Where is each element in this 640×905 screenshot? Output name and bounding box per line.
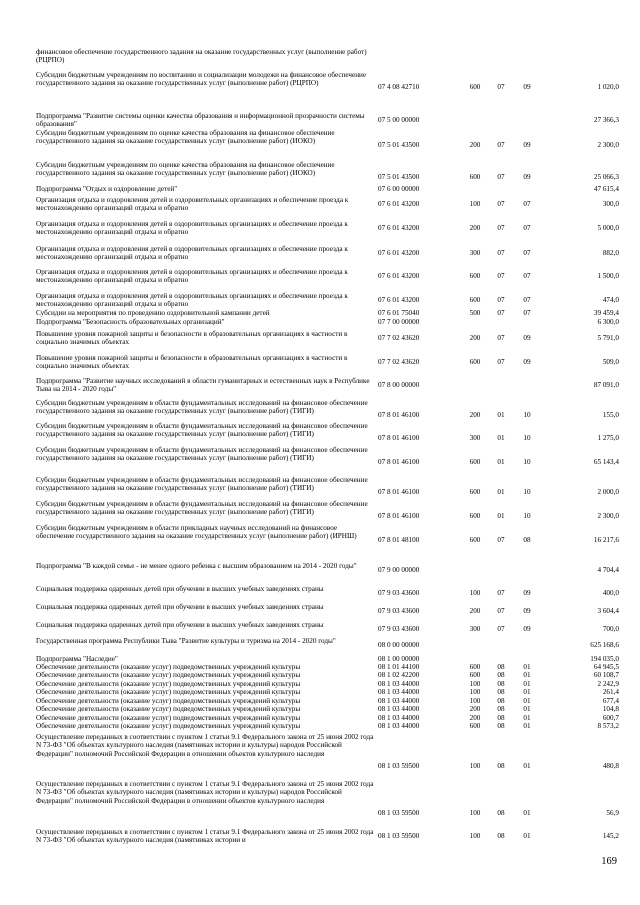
row-sum: 16 217,6 <box>593 536 619 545</box>
row-csr-code: 08 1 03 59500 <box>378 761 420 770</box>
row-rz-code: 07 <box>497 536 505 545</box>
row-vr-code: 600 <box>469 358 481 366</box>
row-sum: 882,0 <box>602 249 619 257</box>
row-sum: 194 035,0 <box>590 655 619 663</box>
row-name: финансовое обеспечение государственного задания на оказание государственных услуг (выполнение работ) (РЦРПО) <box>36 48 367 65</box>
row-vr-code: 300 <box>469 249 481 257</box>
row-pr-code: 07 <box>523 296 531 304</box>
row-rz-code: 01 <box>497 434 505 443</box>
row-pr-code: 09 <box>523 334 531 342</box>
row-pr-code: 01 <box>523 663 531 671</box>
row-csr-code: 07 6 01 75040 <box>378 309 420 317</box>
row-sum: 300,0 <box>602 200 619 208</box>
row-csr-code: 07 6 01 43200 <box>378 296 420 304</box>
row-pr-code: 01 <box>523 688 531 696</box>
row-pr-code: 10 <box>523 434 531 443</box>
row-vr-code: 100 <box>469 808 481 817</box>
row-pr-code: 01 <box>523 671 531 679</box>
row-pr-code: 01 <box>523 680 531 688</box>
row-pr-code: 01 <box>523 705 531 713</box>
row-rz-code: 07 <box>497 625 505 633</box>
row-csr-code: 07 6 01 43200 <box>378 200 420 208</box>
row-sum: 700,0 <box>602 625 619 633</box>
row-sum: 145,2 <box>602 832 619 840</box>
row-rz-code: 07 <box>497 83 505 92</box>
row-name: Подпрограмма "Развитие системы оценки качества образования и информационной прозрачности системы образования" <box>36 112 365 129</box>
row-csr-code: 08 1 03 44000 <box>378 714 420 722</box>
row-pr-code: 01 <box>523 808 531 817</box>
row-pr-code: 01 <box>523 832 531 840</box>
row-sum: 155,0 <box>602 411 619 420</box>
row-rz-code: 07 <box>497 334 505 342</box>
row-csr-code: 07 8 01 48100 <box>378 536 420 545</box>
row-rz-code: 08 <box>497 761 505 770</box>
row-pr-code: 07 <box>523 249 531 257</box>
row-rz-code: 01 <box>497 411 505 420</box>
row-csr-code: 08 1 03 44000 <box>378 688 420 696</box>
row-csr-code: 08 1 02 42200 <box>378 671 420 679</box>
row-name: Обеспечение деятельности (оказание услуг) подведомственных учреждений культуры <box>36 705 301 713</box>
row-name: Организация отдыха и оздоровления детей в оздоровительных организациях и обеспечение проезда к местонахождению организаций отдыха и обратно <box>36 268 348 285</box>
row-name: Социальная поддержка одаренных детей при обучении в высших учебных заведениях страны <box>36 585 324 593</box>
row-rz-code: 08 <box>497 680 505 688</box>
row-vr-code: 200 <box>469 224 481 232</box>
row-pr-code: 08 <box>523 536 531 545</box>
row-vr-code: 600 <box>469 173 481 182</box>
row-rz-code: 08 <box>497 832 505 840</box>
row-csr-code: 07 9 03 43600 <box>378 589 420 597</box>
row-vr-code: 100 <box>469 688 481 696</box>
row-sum: 600,7 <box>602 714 619 722</box>
row-csr-code: 08 1 03 59500 <box>378 808 420 817</box>
row-csr-code: 07 5 01 43500 <box>378 141 420 150</box>
row-sum: 400,0 <box>602 589 619 597</box>
row-pr-code: 09 <box>523 607 531 615</box>
row-vr-code: 200 <box>469 334 481 342</box>
row-rz-code: 07 <box>497 141 505 150</box>
row-pr-code: 10 <box>523 411 531 420</box>
row-name: Субсидии бюджетным учреждениям в области прикладных научных исследований на финансовое обеспечение государственного задания на оказание государственных услуг (выполнение работ) (ИРНШ) <box>36 524 357 541</box>
row-vr-code: 200 <box>469 411 481 420</box>
row-vr-code: 600 <box>469 83 481 92</box>
row-rz-code: 07 <box>497 589 505 597</box>
row-csr-code: 07 9 03 43600 <box>378 607 420 615</box>
row-csr-code: 08 1 03 44000 <box>378 680 420 688</box>
row-name: Обеспечение деятельности (оказание услуг) подведомственных учреждений культуры <box>36 663 301 671</box>
row-vr-code: 600 <box>469 536 481 545</box>
row-sum: 2 000,0 <box>597 488 619 497</box>
row-sum: 474,0 <box>602 296 619 304</box>
row-name: Организация отдыха и оздоровления детей в оздоровительных организациях и обеспечение проезда к местонахождению организаций отдыха и обратно <box>36 245 348 262</box>
row-csr-code: 07 7 02 43620 <box>378 358 420 366</box>
row-sum: 5 000,0 <box>597 224 619 232</box>
row-vr-code: 100 <box>469 832 481 840</box>
row-vr-code: 100 <box>469 589 481 597</box>
row-pr-code: 09 <box>523 141 531 150</box>
row-pr-code: 09 <box>523 358 531 366</box>
row-name: Государственная программа Республики Тыва "Развитие культуры и туризма на 2014 - 2020 годы" <box>36 637 336 645</box>
row-csr-code: 07 7 02 43620 <box>378 334 420 342</box>
row-sum: 5 791,0 <box>597 334 619 342</box>
row-csr-code: 07 8 01 46100 <box>378 488 420 497</box>
row-vr-code: 600 <box>469 512 481 521</box>
row-name: Социальная поддержка одаренных детей при обучении в высших учебных заведениях страны <box>36 621 324 629</box>
row-sum: 677,4 <box>602 697 619 705</box>
row-csr-code: 07 4 08 42710 <box>378 83 420 92</box>
row-sum: 2 242,9 <box>597 680 619 688</box>
row-sum: 104,8 <box>602 705 619 713</box>
page-number: 169 <box>601 856 617 867</box>
row-rz-code: 08 <box>497 688 505 696</box>
row-vr-code: 100 <box>469 697 481 705</box>
row-pr-code: 09 <box>523 589 531 597</box>
row-sum: 1 020,0 <box>597 83 619 92</box>
row-rz-code: 07 <box>497 358 505 366</box>
row-csr-code: 07 9 03 43600 <box>378 625 420 633</box>
row-rz-code: 07 <box>497 309 505 317</box>
row-csr-code: 07 7 00 00000 <box>378 318 420 326</box>
row-vr-code: 500 <box>469 309 481 317</box>
row-rz-code: 08 <box>497 722 505 730</box>
row-vr-code: 600 <box>469 272 481 280</box>
row-vr-code: 600 <box>469 722 481 730</box>
row-name: Организация отдыха и оздоровления детей в оздоровительных организациях и обеспечение проезда к местонахождению организаций отдыха и обратно <box>36 220 348 237</box>
row-name: Осуществление переданных в соответствии с пунктом 1 статьи 9.1 Федерального закона от 25 июня 2002 года N 73-ФЗ "Об объектах культурного наследия (памятниках истории и культуры) народов Российской Федерации" полномочий Российской Федерации в отношении объектов культурного наследия <box>36 780 374 805</box>
row-sum: 3 604,4 <box>597 607 619 615</box>
row-name: Субсидии бюджетным учреждениям по воспитанию и социализации молодежи на финансовое обеспечение государственного задания на оказание государственных услуг (выполнение работ) (РЦРПО) <box>36 71 367 88</box>
row-name: Обеспечение деятельности (оказание услуг) подведомственных учреждений культуры <box>36 714 301 722</box>
row-sum: 56,9 <box>606 808 619 817</box>
row-name: Организация отдыха и оздоровления детей и оздоровительных организациях и обеспечение проезда к местонахождению организаций отдыха и обратно <box>36 196 349 213</box>
row-csr-code: 07 5 00 00000 <box>378 116 420 124</box>
row-name: Осуществление переданных в соответствии с пунктом 1 статьи 9.1 Федерального закона от 25 июня 2002 года N 73-ФЗ "Об объектах культурного наследия (памятниках истории и <box>36 828 374 845</box>
row-sum: 39 459,4 <box>593 309 619 317</box>
row-sum: 480,8 <box>602 761 619 770</box>
row-rz-code: 01 <box>497 488 505 497</box>
row-name: Субсидии бюджетным учреждениям в области фундаментальных исследований на финансовое обеспечение государственного задания на оказание государственных услуг (выполнение работ) (ТИГИ) <box>36 422 368 439</box>
row-sum: 27 366,3 <box>593 116 619 124</box>
row-pr-code: 01 <box>523 722 531 730</box>
row-name: Обеспечение деятельности (оказание услуг) подведомственных учреждений культуры <box>36 722 301 730</box>
row-name: Субсидии бюджетным учреждениям по оценке качества образования на финансовое обеспечение государственного задания на оказание государственных услуг (выполнение работ) (ИОКО) <box>36 129 335 146</box>
row-vr-code: 300 <box>469 434 481 443</box>
row-name: Подпрограмма "В каждой семье - не менее одного ребенка с высшим образованием на 2014 - 2020 годы" <box>36 562 357 570</box>
row-rz-code: 08 <box>497 705 505 713</box>
row-name: Организация отдыха и оздоровления детей в оздоровительных организациях и обеспечение проезда к местонахождению организаций отдыха и обратно <box>36 292 348 309</box>
row-vr-code: 200 <box>469 714 481 722</box>
row-name: Субсидии бюджетным учреждениям в области фундаментальных исследований на финансовое обеспечение государственного задания на оказание государственных услуг (выполнение работ) (ТИГИ) <box>36 476 368 493</box>
row-rz-code: 01 <box>497 512 505 521</box>
row-name: Обеспечение деятельности (оказание услуг) подведомственных учреждений культуры <box>36 680 301 688</box>
row-pr-code: 10 <box>523 458 531 467</box>
row-sum: 47 615,4 <box>593 185 619 193</box>
row-csr-code: 08 1 01 44100 <box>378 663 420 671</box>
row-sum: 4 704,4 <box>597 566 619 574</box>
row-vr-code: 600 <box>469 458 481 467</box>
row-name: Подпрограмма "Развитие научных исследований в области гуманитарных и естественных наук в Республике Тыва на 2014 - 2020 годы" <box>36 377 370 394</box>
row-sum: 8 573,2 <box>597 722 619 730</box>
row-rz-code: 07 <box>497 607 505 615</box>
row-sum: 64 945,5 <box>593 663 619 671</box>
row-pr-code: 01 <box>523 714 531 722</box>
row-pr-code: 09 <box>523 625 531 633</box>
row-sum: 60 108,7 <box>593 671 619 679</box>
row-pr-code: 01 <box>523 761 531 770</box>
row-csr-code: 07 6 01 43200 <box>378 249 420 257</box>
row-sum: 65 143,4 <box>593 458 619 467</box>
row-rz-code: 08 <box>497 663 505 671</box>
row-vr-code: 600 <box>469 296 481 304</box>
row-csr-code: 07 8 01 46100 <box>378 411 420 420</box>
row-name: Обеспечение деятельности (оказание услуг) подведомственных учреждений культуры <box>36 688 301 696</box>
row-vr-code: 200 <box>469 607 481 615</box>
row-csr-code: 07 6 01 43200 <box>378 272 420 280</box>
row-csr-code: 08 1 00 00000 <box>378 655 420 663</box>
row-vr-code: 100 <box>469 200 481 208</box>
row-rz-code: 08 <box>497 697 505 705</box>
row-sum: 2 300,0 <box>597 141 619 150</box>
row-rz-code: 07 <box>497 224 505 232</box>
row-rz-code: 07 <box>497 272 505 280</box>
row-pr-code: 07 <box>523 309 531 317</box>
row-csr-code: 07 9 00 00000 <box>378 566 420 574</box>
row-rz-code: 08 <box>497 671 505 679</box>
row-name: Обеспечение деятельности (оказание услуг) подведомственных учреждений культуры <box>36 671 301 679</box>
row-vr-code: 600 <box>469 488 481 497</box>
row-name: Субсидии на мероприятия по проведению оздоровительной кампании детей <box>36 309 270 317</box>
row-sum: 509,0 <box>602 358 619 366</box>
row-csr-code: 07 5 01 43500 <box>378 173 420 182</box>
row-pr-code: 09 <box>523 83 531 92</box>
row-vr-code: 200 <box>469 705 481 713</box>
row-csr-code: 07 8 01 46100 <box>378 434 420 443</box>
row-csr-code: 08 1 03 59500 <box>378 832 420 840</box>
row-vr-code: 100 <box>469 761 481 770</box>
row-sum: 2 300,0 <box>597 512 619 521</box>
row-csr-code: 07 6 01 43200 <box>378 224 420 232</box>
row-rz-code: 08 <box>497 714 505 722</box>
row-csr-code: 08 0 00 00000 <box>378 641 420 649</box>
row-pr-code: 07 <box>523 272 531 280</box>
row-pr-code: 09 <box>523 173 531 182</box>
row-vr-code: 600 <box>469 663 481 671</box>
row-rz-code: 01 <box>497 458 505 467</box>
row-name: Субсидии бюджетным учреждениям в области фундаментальных исследований на финансовое обеспечение государственного задания на оказание государственных услуг (выполнение работ) (ТИГИ) <box>36 446 368 463</box>
row-name: Субсидии бюджетным учреждениям в области фундаментальных исследований на финансовое обеспечение государственного задания на оказание государственных услуг (выполнение работ) (ТИГИ) <box>36 399 368 416</box>
row-name: Подпрограмма "Наследие" <box>36 655 118 663</box>
row-name: Социальная поддержка одаренных детей при обучении в высших учебных заведениях страны <box>36 603 324 611</box>
row-sum: 625 168,6 <box>590 641 619 649</box>
row-csr-code: 07 8 00 00000 <box>378 381 420 389</box>
row-csr-code: 07 8 01 46100 <box>378 458 420 467</box>
row-vr-code: 100 <box>469 680 481 688</box>
row-sum: 6 300,0 <box>597 318 619 326</box>
row-rz-code: 07 <box>497 200 505 208</box>
row-name: Субсидии бюджетным учреждениям в области фундаментальных исследований на финансовое обеспечение государственного задания на оказание государственных услуг (выполнение работ) (ТИГИ) <box>36 500 368 517</box>
row-vr-code: 300 <box>469 625 481 633</box>
row-rz-code: 07 <box>497 296 505 304</box>
row-sum: 25 066,3 <box>593 173 619 182</box>
row-name: Подпрограмма "Отдых и оздоровление детей" <box>36 185 178 193</box>
row-csr-code: 07 8 01 46100 <box>378 512 420 521</box>
row-sum: 261,4 <box>602 688 619 696</box>
row-vr-code: 600 <box>469 671 481 679</box>
row-csr-code: 07 6 00 00000 <box>378 185 420 193</box>
row-pr-code: 10 <box>523 488 531 497</box>
row-csr-code: 08 1 03 44000 <box>378 697 420 705</box>
row-name: Повышение уровня пожарной защиты и безопасности в образовательных организациях в частности в социально значимых объектах <box>36 330 348 347</box>
row-pr-code: 07 <box>523 200 531 208</box>
row-name: Повышение уровня пожарной защиты и безопасности в образовательных организациях в частности в социально значимых объектах <box>36 354 348 371</box>
row-pr-code: 07 <box>523 224 531 232</box>
row-name: Осуществление переданных в соответствии с пунктом 1 статьи 9.1 Федерального закона от 25 июня 2002 года N 73-ФЗ "Об объектах культурного наследия (памятниках истории и культуры) народов Российской Федерации" полномочий Российской Федерации в отношении объектов культурного наследия <box>36 733 374 758</box>
row-sum: 1 500,0 <box>597 272 619 280</box>
row-rz-code: 07 <box>497 173 505 182</box>
row-sum: 1 275,0 <box>597 434 619 443</box>
row-name: Субсидии бюджетным учреждениям по оценке качества образования на финансовое обеспечение государственного задания на оказание государственных услуг (выполнение работ) (ИОКО) <box>36 161 335 178</box>
row-name: Обеспечение деятельности (оказание услуг) подведомственных учреждений культуры <box>36 697 301 705</box>
row-vr-code: 200 <box>469 141 481 150</box>
row-sum: 87 091,0 <box>593 381 619 389</box>
row-pr-code: 10 <box>523 512 531 521</box>
row-csr-code: 08 1 03 44000 <box>378 705 420 713</box>
row-rz-code: 08 <box>497 808 505 817</box>
row-csr-code: 08 1 03 44000 <box>378 722 420 730</box>
row-name: Подпрограмма "Безопасность образовательных организаций" <box>36 318 225 326</box>
row-rz-code: 07 <box>497 249 505 257</box>
row-pr-code: 01 <box>523 697 531 705</box>
